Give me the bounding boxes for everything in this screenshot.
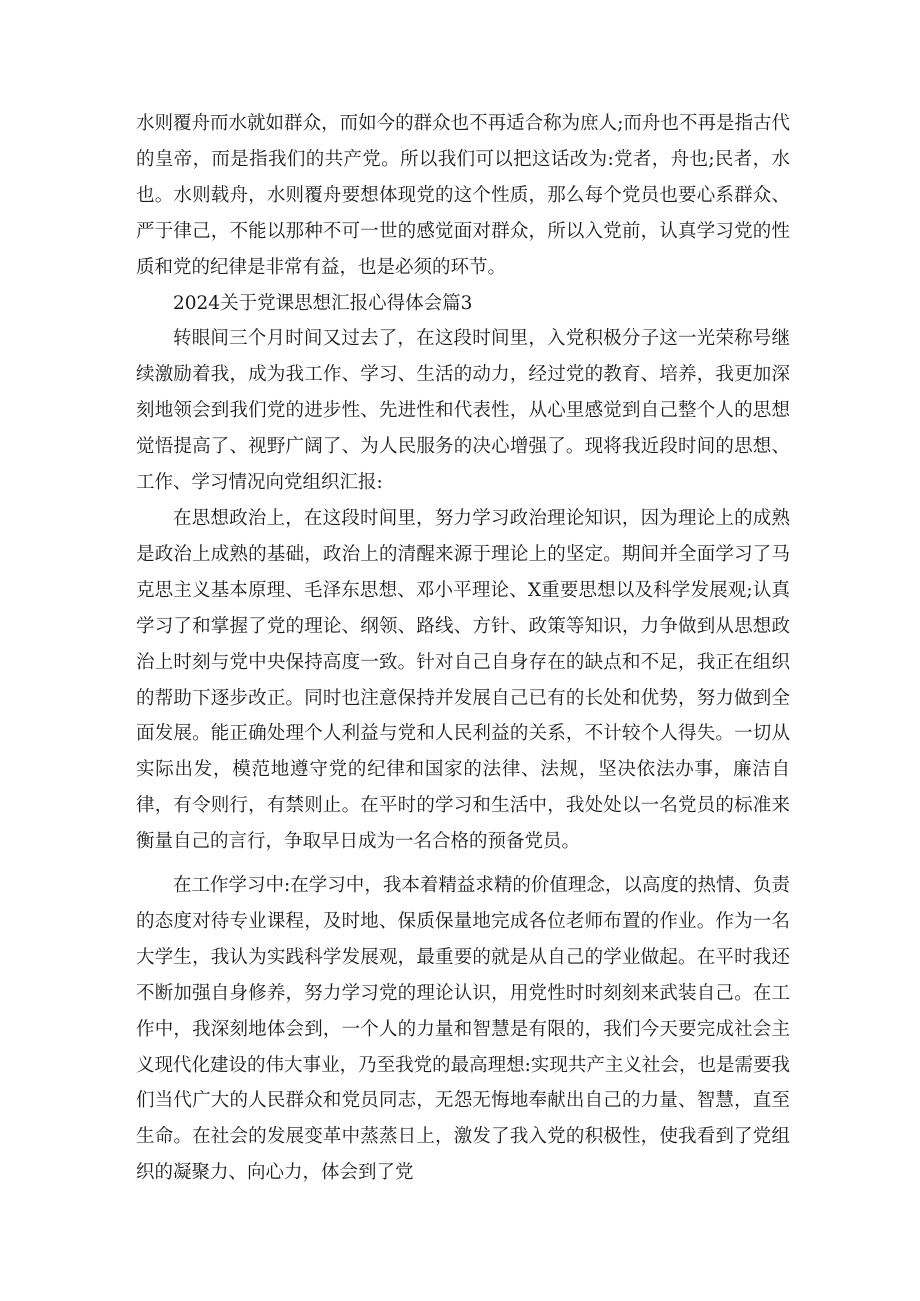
section-heading: 2024关于党课思想汇报心得体会篇3 — [173, 292, 473, 314]
body-paragraph-continued: 水则覆舟而水就如群众，而如今的群众也不再适合称为庶人;而舟也不再是指古代的皇帝，而是指我们的共产党。所以我们可以把这话改为:党者，舟也;民者，水也。水则载舟，水则覆舟要想体现党的这个性质，那么每个党员也要心系群众、严于律己，不能以那种不可一世的感觉面对群众，所以入党前，认真学习党的性质和党的纪律是非常有益，也是必须的环节。 — [136, 113, 790, 278]
document-body — [136, 106, 790, 1191]
body-paragraph-political-thought: 在思想政治上，在这段时间里，努力学习政治理论知识，因为理论上的成熟是政治上成熟的基础，政治上的清醒来源于理论上的坚定。期间并全面学习了马克思主义基本原理、毛泽东思想、邓小平理论、X重要思想以及科学发展观;认真学习了和掌握了党的理论、纲领、路线、方针、政策等知识，力争做到从思想政治上时刻与党中央保持高度一致。针对自己自身存在的缺点和不足，我正在组织的帮助下逐步改正。同时也注意保持并发展自己已有的长处和优势，努力做到全面发展。能正确处理个人利益与党和人民利益的关系，不计较个人得失。一切从实际出发，模范地遵守党的纪律和国家的法律、法规，坚决依法办事，廉洁自律，有令则行，有禁则止。在平时的学习和生活中，我处处以一名党员的标准来衡量自己的言行，争取早日成为一名合格的预备党员。 — [136, 507, 790, 853]
body-paragraph-work-study: 在工作学习中:在学习中，我本着精益求精的价值理念，以高度的热情、负责的态度对待专业课程，及时地、保质保量地完成各位老师布置的作业。作为一名大学生，我认为实践科学发展观，最重要的就是从自己的学业做起。在平时我还不断加强自身修养，努力学习党的理论认识，用党性时时刻刻来武装自己。在工作中，我深刻地体会到，一个人的力量和智慧是有限的，我们今天要完成社会主义现代化建设的伟大事业，乃至我党的最高理想:实现共产主义社会，也是需要我们当代广大的人民群众和党员同志，无怨无悔地奉献出自己的力量、智慧，直至生命。在社会的发展变革中蒸蒸日上，激发了我入党的积极性，使我看到了党组织的凝聚力、向心力，体会到了党 — [136, 875, 790, 1184]
body-paragraph-intro: 转眼间三个月时间又过去了，在这段时间里，入党积极分子这一光荣称号继续激励着我，成为我工作、学习、生活的动力，经过党的教育、培养，我更加深刻地领会到我们党的进步性、先进性和代表性，从心里感觉到自己整个人的思想觉悟提高了、视野广阔了、为人民服务的决心增强了。现将我近段时间的思想、工作、学习情况向党组织汇报: — [136, 328, 790, 494]
